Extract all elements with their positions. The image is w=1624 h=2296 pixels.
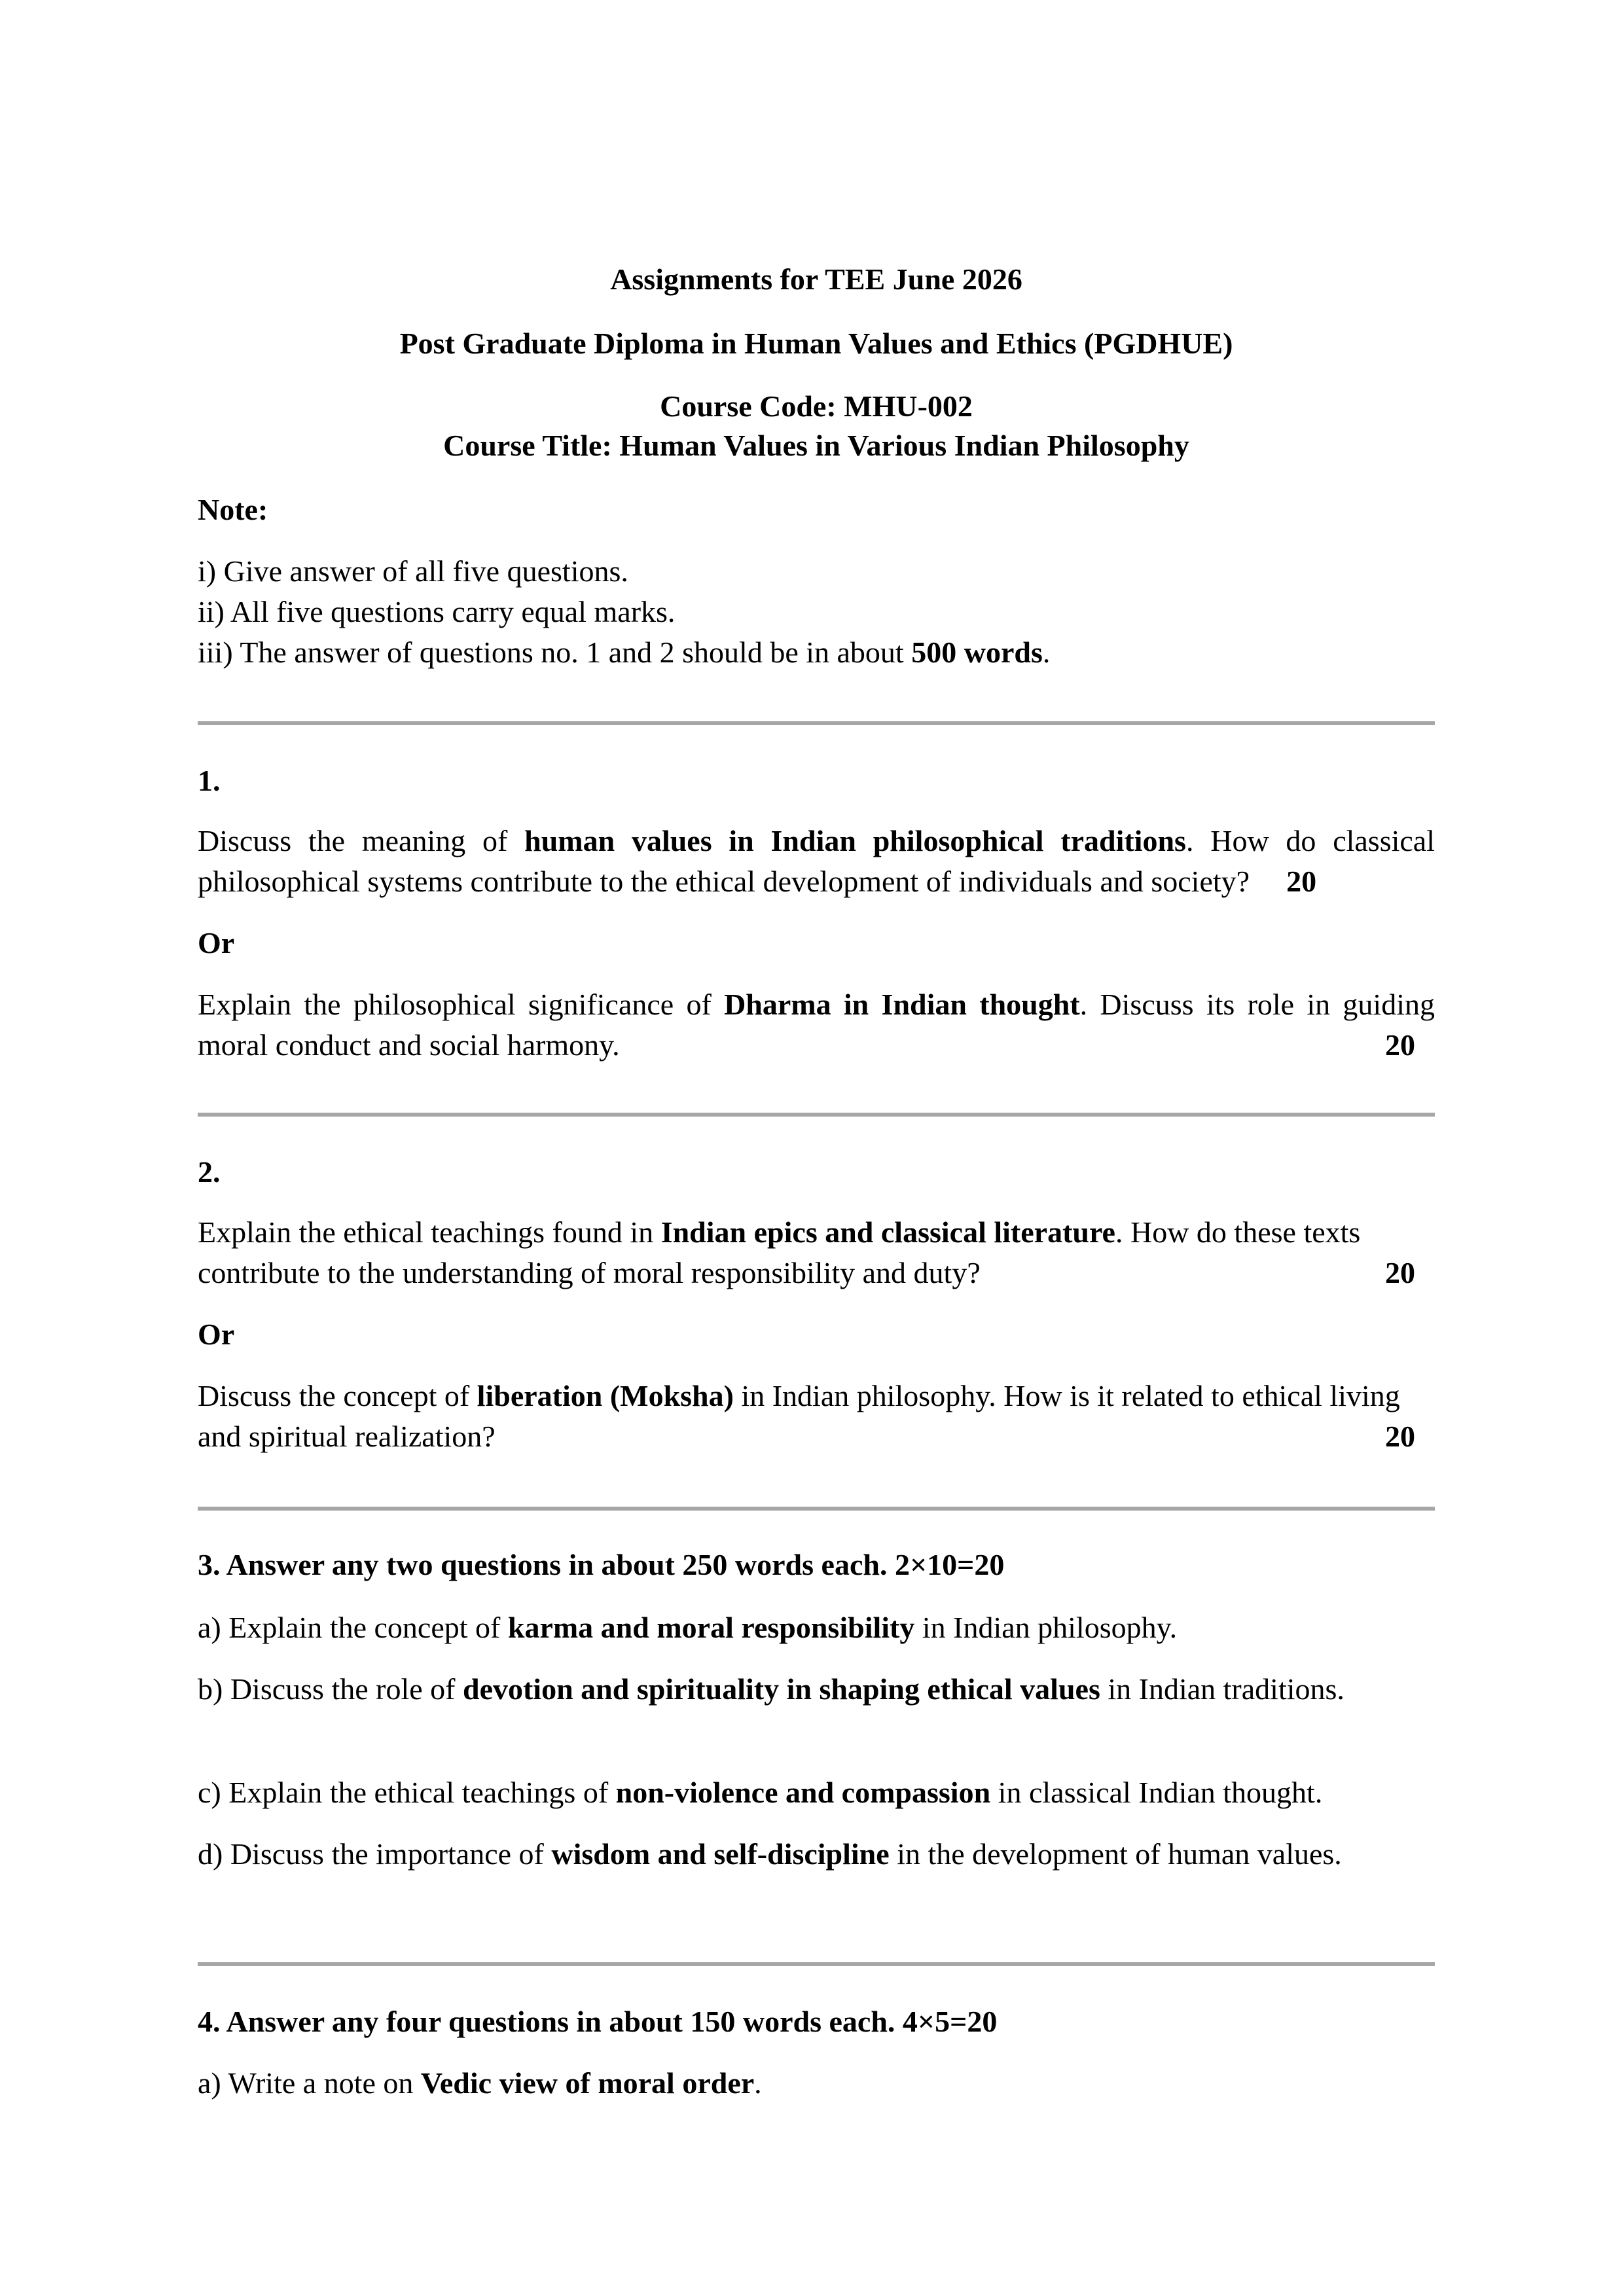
header-course-title: Course Title: Human Values in Various Indian Philosophy xyxy=(443,429,1189,462)
q3-item-d: d) Discuss the importance of wisdom and self-discipline in the development of human values. xyxy=(198,1837,1342,1871)
q3-item-b: b) Discuss the role of devotion and spirituality in shaping ethical values in Indian traditions. xyxy=(198,1672,1344,1706)
q1-or: Or xyxy=(198,926,235,960)
q1-b-marks: 20 xyxy=(1385,1028,1415,1062)
q1-number: 1. xyxy=(198,764,221,797)
q2-b-marks: 20 xyxy=(1385,1420,1415,1453)
note-item-i: i) Give answer of all five questions. xyxy=(198,554,628,588)
note-item-iii: iii) The answer of questions no. 1 and 2 should be in about 500 words. xyxy=(198,636,1051,669)
divider xyxy=(198,1507,1435,1511)
q1-option-a: Discuss the meaning of human values in Indian philosophical traditions. How do classical philosophical systems contribute to the ethical development of individuals and society? 20 xyxy=(198,824,1435,898)
q1-option-b: Explain the philosophical significance of Dharma in Indian thought. Discuss its role in guiding moral conduct and social harmony. 20 xyxy=(198,984,1435,1066)
q1-a-marks: 20 xyxy=(1286,865,1317,898)
q2-option-a: Explain the ethical teachings found in Indian epics and classical literature. How do these texts contribute to the understanding of moral responsibility and duty? 20 xyxy=(198,1212,1435,1293)
q3-item-a: a) Explain the concept of karma and moral responsibility in Indian philosophy. xyxy=(198,1611,1178,1644)
q3-heading: 3. Answer any two questions in about 250 words each. 2×10=20 xyxy=(198,1548,1005,1581)
q2-option-b: Discuss the concept of liberation (Moksha) in Indian philosophy. How is it related to ethical living and spiritual realization? 20 xyxy=(198,1376,1435,1457)
q2-number: 2. xyxy=(198,1155,221,1189)
header-programme: Post Graduate Diploma in Human Values and Ethics (PGDHUE) xyxy=(399,327,1233,360)
q2-or: Or xyxy=(198,1318,235,1351)
divider xyxy=(198,1962,1435,1966)
q3-item-c: c) Explain the ethical teachings of non-violence and compassion in classical Indian thought. xyxy=(198,1776,1323,1809)
q4-item-a: a) Write a note on Vedic view of moral order. xyxy=(198,2066,762,2100)
divider xyxy=(198,721,1435,725)
q4-heading: 4. Answer any four questions in about 150 words each. 4×5=20 xyxy=(198,2005,998,2038)
note-heading: Note: xyxy=(198,493,268,526)
header-title: Assignments for TEE June 2026 xyxy=(610,262,1022,296)
q2-a-marks: 20 xyxy=(1385,1256,1415,1289)
header-course-code: Course Code: MHU-002 xyxy=(660,389,973,423)
note-item-ii: ii) All five questions carry equal marks. xyxy=(198,595,676,628)
divider xyxy=(198,1113,1435,1117)
